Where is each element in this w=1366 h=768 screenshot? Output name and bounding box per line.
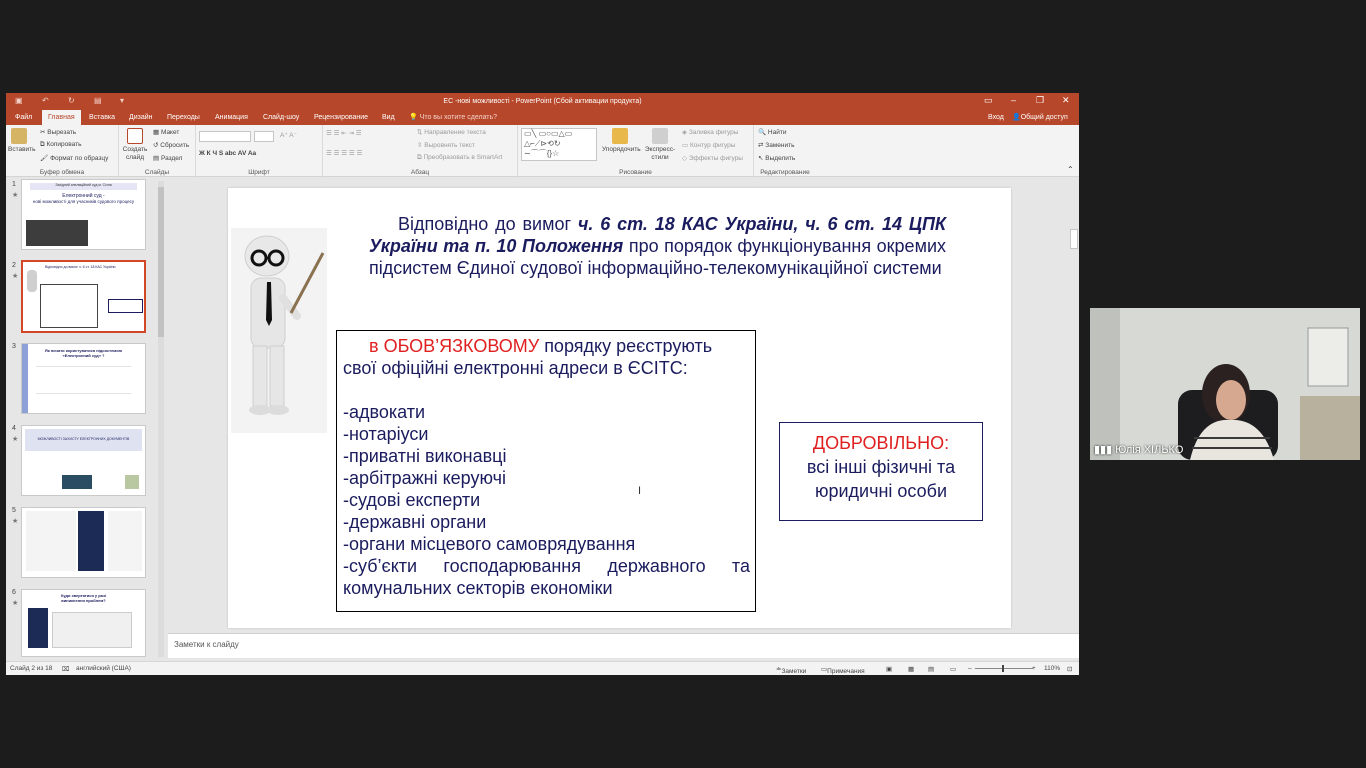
group-label-slides: Слайды [144,169,170,176]
layout-button[interactable]: ▦ Макет [153,129,180,136]
tell-me-label: Что вы хотите сделать? [419,114,498,121]
slide-scrollbar[interactable] [1070,179,1078,607]
format-painter-label: Формат по образцу [50,155,109,162]
list-item: -арбітражні керуючі [343,468,506,488]
cut-label: Вырезать [47,129,77,136]
tab-design[interactable]: Дизайн [129,114,153,121]
tab-home[interactable]: Главная [42,110,81,125]
lightbulb-icon: 💡 [409,114,420,121]
thumb-6-screenshot [52,612,132,648]
shape-outline-label: Контур фигуры [689,142,736,149]
share-button[interactable] [1012,110,1068,125]
align-text-button[interactable]: ⇳ Выровнять текст [417,142,475,149]
align-text-label: Выровнять текст [424,142,475,149]
ribbon [6,125,1079,177]
tab-file[interactable]: Файл [15,114,33,121]
notes-toggle-label: Заметки [781,668,807,675]
cut-button[interactable]: ✂ Вырезать [40,129,77,136]
smartart-label: Преобразовать в SmartArt [423,154,503,161]
group-label-drawing: Рисование [619,169,652,176]
list-item: -нотаріуси [343,424,429,444]
zoom-level[interactable]: 110% [1044,665,1061,672]
text-direction-button[interactable]: ⇅ Направление текста [417,129,486,136]
minimize-icon[interactable]: – [1011,95,1017,105]
slide-sorter-icon[interactable]: ▦ [908,666,915,673]
window-title: ЕС -нові можливості - PowerPoint (Сбой активации продукта) [443,98,642,105]
intro-legal-reference: ч. 6 ст. 18 КАС України, ч. 6 ст. 14 ЦПК України та п. 10 Положення [369,214,946,256]
list-item: -адвокати [343,402,426,422]
slide-thumbnail-6[interactable] [21,589,146,657]
quick-styles-label-1: Экспресс- [644,146,676,153]
tab-view[interactable]: Вид [382,114,395,121]
thumb-6-panel [28,608,48,648]
zoom-in-icon[interactable]: + [1032,665,1036,672]
group-editing [754,125,816,177]
list-buttons[interactable]: ☰ ☰ ⇤ ⇥ ☰ [326,130,362,137]
paste-icon [11,128,27,144]
restore-icon[interactable]: ❐ [1036,95,1045,105]
thumb-5-panel [78,511,104,571]
shapes-gallery[interactable]: ▭╲ ▭○▭△▭ △⌐⟋⊳⟲↻ ∼⌒⌒{}☆ [521,128,597,161]
title-bar [6,93,1079,110]
shape-effects-button[interactable]: ◇ Эффекты фигуры [682,155,743,162]
webcam-video-tile [1090,308,1360,460]
reset-label: Сбросить [160,142,190,149]
mandatory-emphasis: в ОБОВ’ЯЗКОВОМУ [369,336,540,356]
slide-scroll-thumb[interactable] [1070,229,1078,249]
intro-text-1: Відповідно до вимог [398,214,578,234]
ribbon-display-icon[interactable]: ▭ [984,95,993,105]
group-paragraph [323,125,518,177]
shape-fill-button[interactable]: ◈ Заливка фигуры [682,129,739,136]
thumb-number-6: 6 [12,589,16,596]
group-clipboard [6,125,119,177]
intro-paragraph [369,213,946,279]
fit-slide-icon[interactable]: ⊡ [1067,666,1073,673]
language-indicator[interactable]: английский (США) [76,665,131,672]
align-buttons[interactable]: ☰ ☰ ☰ ☰ ☰ [326,150,363,157]
transition-star-icon: ★ [12,192,19,199]
share-label: Общий доступ [1020,114,1068,121]
start-from-beginning-icon[interactable]: ▤ [94,96,102,105]
thumb-1-title: Електронний суд - [62,193,105,199]
thumb-1-image [26,220,88,246]
teacher-figure-image [231,228,327,433]
notes-pane[interactable] [168,633,1079,658]
notes-placeholder: Заметки к слайду [174,640,239,649]
signin-link[interactable]: Вход [988,114,1004,121]
format-painter-button[interactable]: 🖌 Формат по образцу [40,155,109,162]
zoom-slider-thumb[interactable] [1002,665,1004,672]
slideshow-view-icon[interactable]: ▭ [950,666,957,673]
voluntary-registration-box [779,422,983,521]
intro-text-2: про порядок функціонування окремих підсистем Єдиної судової інформаційно-телекомунікаційної системи [369,236,947,278]
arrange-label: Упорядочить [602,146,641,153]
group-drawing [518,125,754,177]
customize-qat-icon[interactable]: ▾ [120,96,125,105]
voluntary-emphasis: ДОБРОВІЛЬНО: [812,433,950,453]
slide-thumbnails-pane [6,177,168,661]
notes-toggle[interactable]: ≐ Заметки [776,666,807,675]
comments-toggle[interactable]: ▭ Примечания [821,666,865,675]
close-icon[interactable]: ✕ [1062,95,1070,105]
copy-button[interactable]: ⧉ Копировать [40,141,82,148]
slide-thumbnail-4[interactable] [21,425,146,496]
font-grow-icon[interactable]: A⁺ A⁻ [280,132,297,139]
paste-label: Вставить [8,146,36,153]
slide-thumbnail-2[interactable] [21,260,146,333]
slide-thumbnail-3[interactable] [21,343,146,414]
thumb-number-4: 4 [12,425,16,432]
thumb-6-title: Куди звертатися у разі виникнення проблем? [60,593,107,603]
paste-button[interactable] [8,128,36,154]
section-button[interactable]: ▤ Раздел [153,155,183,162]
powerpoint-window [6,93,1079,675]
arrange-icon [612,128,628,144]
tab-animations[interactable]: Анимация [215,114,248,121]
voluntary-text: всі інші фізичні та юридичні особи [806,457,956,501]
quick-styles-icon [652,128,668,144]
thumb-2-title: Відповідно до вимог ч. 6 ст. 18 КАС України [45,265,116,269]
thumb-3-title: Як почати користуватися підсистемою «Електронний суд» ? [44,348,123,358]
status-bar [6,661,1079,675]
font-name-box[interactable] [199,131,251,142]
slide-canvas[interactable] [228,188,1011,628]
text-cursor-icon: I [638,485,642,497]
list-item: -судові експерти [343,490,481,510]
thumb-4-image [62,475,92,489]
select-label: Выделить [765,155,796,162]
new-slide-label-2: слайд [125,154,145,161]
replace-label: Заменить [765,142,795,149]
tab-insert[interactable]: Вставка [89,114,116,121]
transition-star-icon: ★ [12,436,19,443]
thumb-1-header: Західний апеляційний суд м. Січня [30,183,137,190]
signal-bars-icon: ▮▮▮ [1094,444,1116,456]
webcam-feed-image [1090,308,1360,460]
thumb-number-1: 1 [12,181,16,188]
collapse-ribbon-icon[interactable]: ⌃ [1067,165,1074,174]
group-slides [119,125,196,177]
thumbnails-scroll-thumb[interactable] [158,187,164,337]
slide-thumbnail-5[interactable] [21,507,146,578]
find-label: Найти [767,129,787,136]
normal-view-icon[interactable]: ▣ [886,666,893,673]
mandatory-intro-text: порядку реєструють свої офіційні електронні адреси в ЄСІТС: [343,336,713,378]
new-slide-label-1: Создать [122,146,148,153]
transition-star-icon: ★ [12,518,19,525]
participant-name [1094,443,1183,456]
quick-styles-label-2: стили [651,154,669,161]
list-item: -приватні виконавці [343,446,507,466]
arrange-button[interactable] [602,128,641,154]
font-size-box[interactable] [254,131,274,142]
shape-fill-label: Заливка фигуры [688,129,739,136]
quick-styles-button[interactable] [642,128,678,162]
ribbon-tabs [6,110,1079,125]
zoom-slider[interactable] [975,668,1033,669]
tab-review[interactable]: Рецензирование [314,114,369,121]
thumb-2-box-right [108,299,143,313]
slide-thumbnail-1[interactable] [21,179,146,250]
thumb-number-3: 3 [12,343,16,350]
thumbnails-scrollbar[interactable] [158,181,164,657]
font-style-buttons[interactable]: Ж К Ч S abc AV Aa [199,150,257,157]
group-label-paragraph: Абзац [410,169,430,176]
tell-me-search[interactable] [409,110,497,125]
thumb-2-figure [27,270,37,292]
text-direction-label: Направление текста [424,129,486,136]
thumb-2-box [40,284,98,328]
reset-button[interactable]: ↺ Сбросить [153,142,190,149]
thumb-5-screenshot [26,511,76,571]
group-label-editing: Редактирование [760,169,810,176]
group-label-clipboard: Буфер обмена [39,169,85,176]
tab-slideshow[interactable]: Слайд-шоу [263,114,300,121]
transition-star-icon: ★ [12,273,19,280]
thumb-4-title: МОЖЛИВОСТІ ЗАХИСТУ ЕЛЕКТРОННИХ ДОКУМЕНТІВ [25,429,142,451]
shape-effects-label: Эффекты фигуры [688,155,743,162]
copy-label: Копировать [46,141,82,148]
select-button[interactable]: ↖ Выделить [758,155,796,162]
group-label-font: Шрифт [248,169,270,176]
list-item: -органи місцевого самоврядування [343,534,636,554]
mandatory-registration-box [336,330,756,612]
list-item: -суб’єкти господарювання державного та комунальних секторів економіки [343,556,750,598]
slide-counter: Слайд 2 из 18 [10,665,53,672]
group-font [196,125,323,177]
list-item: -державні органи [343,512,487,532]
person-icon: 👤 [1012,114,1021,121]
shape-outline-button[interactable]: ▭ Контур фигуры [682,142,736,149]
undo-icon[interactable]: ↶ [42,96,49,105]
thumb-number-5: 5 [12,507,16,514]
save-icon[interactable]: ▣ [15,96,23,105]
zoom-out-icon[interactable]: – [968,665,972,672]
section-label: Раздел [160,155,183,162]
transition-star-icon: ★ [12,600,19,607]
find-button[interactable]: 🔍 Найти [758,129,787,136]
thumb-3-accent [22,344,28,413]
spellcheck-icon[interactable]: ⌧ [62,666,70,673]
comments-toggle-label: Примечания [827,668,865,675]
smartart-button[interactable]: ⧉ Преобразовать в SmartArt [417,154,503,161]
new-slide-icon [127,128,143,144]
tab-transitions[interactable]: Переходы [167,114,200,121]
thumb-3-body [36,366,131,394]
layout-label: Макет [160,129,180,136]
replace-button[interactable]: ⇄ Заменить [758,142,795,149]
thumb-5-screenshot-2 [108,511,142,571]
thumb-1-subtitle: нові можливості для учасників судового процесу [32,199,135,204]
thumb-4-image-2 [125,475,139,489]
new-slide-button[interactable] [122,128,148,162]
participant-name-label: Юлія ХІЛЬКО [1115,444,1184,456]
thumb-number-2: 2 [12,262,16,269]
redo-icon[interactable]: ↻ [68,96,75,105]
reading-view-icon[interactable]: ▤ [928,666,935,673]
